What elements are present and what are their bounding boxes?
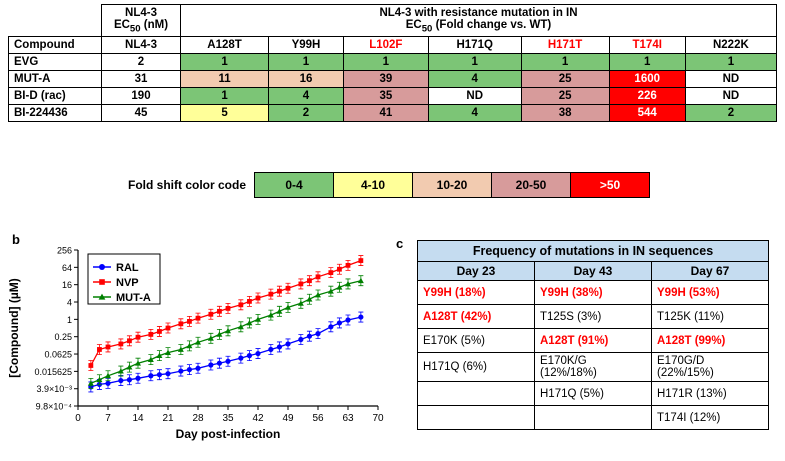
y-tick-label: 16: [61, 280, 72, 291]
mutation-cell: E170K/G (12%/18%): [535, 353, 652, 382]
data-point: [298, 337, 303, 342]
column-header-y99h: Y99H: [269, 37, 344, 54]
data-point: [127, 338, 132, 343]
data-point: [217, 361, 222, 366]
cell-value: 544: [609, 105, 685, 122]
cell-value: 4: [428, 105, 521, 122]
mutation-table-title: Frequency of mutations in IN sequences: [418, 241, 769, 262]
mutation-row: [418, 305, 769, 329]
mutation-cell: [418, 406, 535, 430]
legend-label: RAL: [116, 262, 139, 274]
cell-value: 1: [685, 54, 776, 71]
cell-value: 1: [181, 54, 269, 71]
column-header-h171t: H171T: [521, 37, 609, 54]
x-tick-label: 63: [342, 413, 354, 424]
mutation-cell: E170K (5%): [418, 329, 535, 353]
mutation-cell: T125K (11%): [652, 305, 769, 329]
cell-value: 1: [521, 54, 609, 71]
data-point: [165, 371, 170, 376]
header-nl43-line2: $EC_{50}$ (nM): [113, 19, 169, 35]
legend-bin: 0-4: [255, 173, 334, 198]
data-point: [286, 286, 291, 291]
data-point: [157, 329, 162, 334]
table-header-row-1: [9, 5, 777, 37]
data-point: [187, 367, 192, 372]
data-point: [226, 306, 231, 311]
data-point: [105, 381, 110, 386]
cell-value: 1: [269, 54, 344, 71]
resistance-table: [8, 4, 777, 122]
data-point: [238, 302, 243, 307]
data-point: [316, 274, 321, 279]
cell-value: ND: [428, 88, 521, 105]
legend-label: NVP: [116, 277, 139, 289]
data-point: [358, 278, 364, 283]
data-point: [358, 258, 363, 263]
mutation-cell: [535, 406, 652, 430]
x-axis-title: Day post-infection: [175, 427, 281, 441]
data-point: [307, 278, 312, 283]
data-point: [268, 292, 273, 297]
data-point: [178, 321, 183, 326]
data-point: [106, 345, 111, 350]
mutation-cell: Y99H (18%): [418, 281, 535, 305]
data-point: [118, 378, 123, 383]
legend-title: Fold shift color code: [128, 178, 247, 192]
data-point: [247, 299, 252, 304]
data-point: [238, 356, 243, 361]
data-point: [157, 372, 162, 377]
x-tick-label: 70: [372, 413, 384, 424]
cell-value: 1: [609, 54, 685, 71]
y-tick-label: 1: [66, 314, 72, 325]
data-point: [148, 332, 153, 337]
row-label-bi-d-rac-: BI-D (rac): [9, 88, 102, 105]
mutation-cell: H171Q (5%): [535, 382, 652, 406]
cell-value: ND: [685, 71, 776, 88]
panel-c-label: c: [396, 236, 404, 251]
column-header-nl4-3: NL4-3: [102, 37, 181, 54]
column-header-h171q: H171Q: [428, 37, 521, 54]
cell-value: 1: [181, 88, 269, 105]
cell-value: 25: [521, 71, 609, 88]
data-point: [166, 326, 171, 331]
day-header-day-43: Day 43: [535, 262, 652, 281]
x-tick-label: 14: [132, 413, 144, 424]
column-header-compound: Compound: [9, 37, 102, 54]
cell-value: 226: [609, 88, 685, 105]
data-point: [307, 334, 312, 339]
cell-value: 190: [102, 88, 181, 105]
x-tick-label: 42: [252, 413, 264, 424]
data-point: [298, 282, 303, 287]
data-point: [217, 309, 222, 314]
row-label-mut-a: MUT-A: [9, 71, 102, 88]
data-point: [136, 335, 141, 340]
legend-label: MUT-A: [116, 292, 151, 304]
data-point: [148, 373, 153, 378]
y-tick-label: 256: [56, 245, 72, 256]
header-span-line1: NL4-3 with resistance mutation in IN: [379, 7, 578, 19]
x-tick-label: 49: [282, 413, 294, 424]
mutation-frequency-table: [417, 240, 769, 430]
column-header-l102f: L102F: [343, 37, 428, 54]
data-point: [346, 263, 351, 268]
panel-c: [390, 228, 785, 461]
mutation-row: [418, 406, 769, 430]
legend-bin: 10-20: [413, 173, 492, 198]
data-point: [196, 316, 201, 321]
legend-marker: [99, 279, 105, 285]
y-tick-label: 4: [66, 297, 72, 308]
x-tick-label: 28: [192, 413, 204, 424]
data-point: [247, 353, 252, 358]
legend-marker: [99, 264, 105, 270]
resistance-selection-chart: [0, 228, 390, 461]
y-tick-label: 0.25: [54, 332, 72, 343]
data-point: [255, 351, 260, 356]
y-tick-label: 64: [61, 262, 72, 273]
legend-bin: 20-50: [492, 173, 571, 198]
cell-value: 31: [102, 71, 181, 88]
y-tick-label: 3.9×10⁻³: [36, 384, 72, 395]
table-row: [9, 105, 777, 122]
data-point: [306, 296, 312, 301]
y-tick-label: 9.8×10⁻⁴: [35, 401, 72, 412]
series-ral: [88, 312, 363, 392]
panel-b: [0, 228, 390, 461]
data-point: [315, 331, 320, 336]
data-point: [127, 377, 132, 382]
mutation-table-day-header-row: [418, 262, 769, 281]
y-axis-title: [Compound] (µM): [7, 278, 21, 378]
panel-b-label: b: [12, 232, 20, 247]
data-point: [208, 312, 213, 317]
mutation-row: [418, 353, 769, 382]
data-point: [345, 317, 350, 322]
mutation-cell: [418, 382, 535, 406]
data-point: [178, 368, 183, 373]
data-point: [298, 300, 304, 305]
mutation-cell: T125S (3%): [535, 305, 652, 329]
data-point: [135, 376, 140, 381]
day-header-day-67: Day 67: [652, 262, 769, 281]
mutation-cell: A128T (91%): [535, 329, 652, 353]
mutation-row: [418, 281, 769, 305]
legend-bin: 4-10: [334, 173, 413, 198]
x-tick-label: 7: [105, 413, 111, 424]
data-point: [208, 362, 213, 367]
data-point: [328, 270, 333, 275]
cell-value: 11: [181, 71, 269, 88]
cell-value: 4: [428, 71, 521, 88]
table-header-row-2: [9, 37, 777, 54]
x-tick-label: 21: [162, 413, 174, 424]
data-point: [328, 324, 333, 329]
header-nl43-ec50: [102, 5, 181, 37]
table-row: [9, 71, 777, 88]
header-resistance-span: [181, 5, 777, 37]
y-tick-label: 0.015625: [34, 366, 72, 377]
mutation-cell: H171R (13%): [652, 382, 769, 406]
mutation-row: [418, 382, 769, 406]
cell-value: 2: [269, 105, 344, 122]
mutation-cell: A128T (42%): [418, 305, 535, 329]
column-header-t174i: T174I: [609, 37, 685, 54]
data-point: [195, 366, 200, 371]
header-corner-blank: [9, 5, 102, 37]
data-point: [97, 347, 102, 352]
cell-value: 2: [102, 54, 181, 71]
cell-value: 25: [521, 88, 609, 105]
legend-bin: >50: [571, 173, 650, 198]
legend-bins: [254, 172, 650, 198]
column-header-n222k: N222K: [685, 37, 776, 54]
data-point: [285, 341, 290, 346]
x-tick-label: 0: [75, 413, 81, 424]
cell-value: 16: [269, 71, 344, 88]
table-row: [9, 88, 777, 105]
mutation-table-title-row: [418, 241, 769, 262]
data-point: [88, 363, 93, 368]
mutation-cell: H171Q (6%): [418, 353, 535, 382]
mutation-cell: Y99H (38%): [535, 281, 652, 305]
data-point: [225, 359, 230, 364]
data-point: [277, 344, 282, 349]
data-point: [358, 314, 363, 319]
data-point: [337, 267, 342, 272]
mutation-cell: E170G/D (22%/15%): [652, 353, 769, 382]
cell-value: 39: [343, 71, 428, 88]
data-point: [277, 289, 282, 294]
data-point: [118, 342, 123, 347]
cell-value: 45: [102, 105, 181, 122]
data-point: [337, 320, 342, 325]
data-point: [256, 296, 261, 301]
x-tick-label: 56: [312, 413, 324, 424]
cell-value: 35: [343, 88, 428, 105]
cell-value: 41: [343, 105, 428, 122]
mutation-cell: A128T (99%): [652, 329, 769, 353]
cell-value: 4: [269, 88, 344, 105]
mutation-cell: Y99H (53%): [652, 281, 769, 305]
column-header-a128t: A128T: [181, 37, 269, 54]
y-tick-label: 0.0625: [44, 349, 72, 360]
cell-value: 1: [428, 54, 521, 71]
table-row: [9, 54, 777, 71]
header-nl43-line1: NL4-3: [125, 7, 157, 19]
x-tick-label: 35: [222, 413, 234, 424]
cell-value: 5: [181, 105, 269, 122]
data-point: [268, 347, 273, 352]
day-header-day-23: Day 23: [418, 262, 535, 281]
cell-value: 2: [685, 105, 776, 122]
cell-value: 38: [521, 105, 609, 122]
series-line: [91, 317, 361, 387]
data-point: [187, 319, 192, 324]
mutation-cell: T174I (12%): [652, 406, 769, 430]
header-span-line2: $EC_{50}$ (Fold change vs. WT): [405, 19, 552, 35]
row-label-bi-224436: BI-224436: [9, 105, 102, 122]
mutation-row: [418, 329, 769, 353]
cell-value: 1: [343, 54, 428, 71]
cell-value: 1600: [609, 71, 685, 88]
fold-shift-legend: [128, 172, 650, 198]
cell-value: ND: [685, 88, 776, 105]
row-label-evg: EVG: [9, 54, 102, 71]
